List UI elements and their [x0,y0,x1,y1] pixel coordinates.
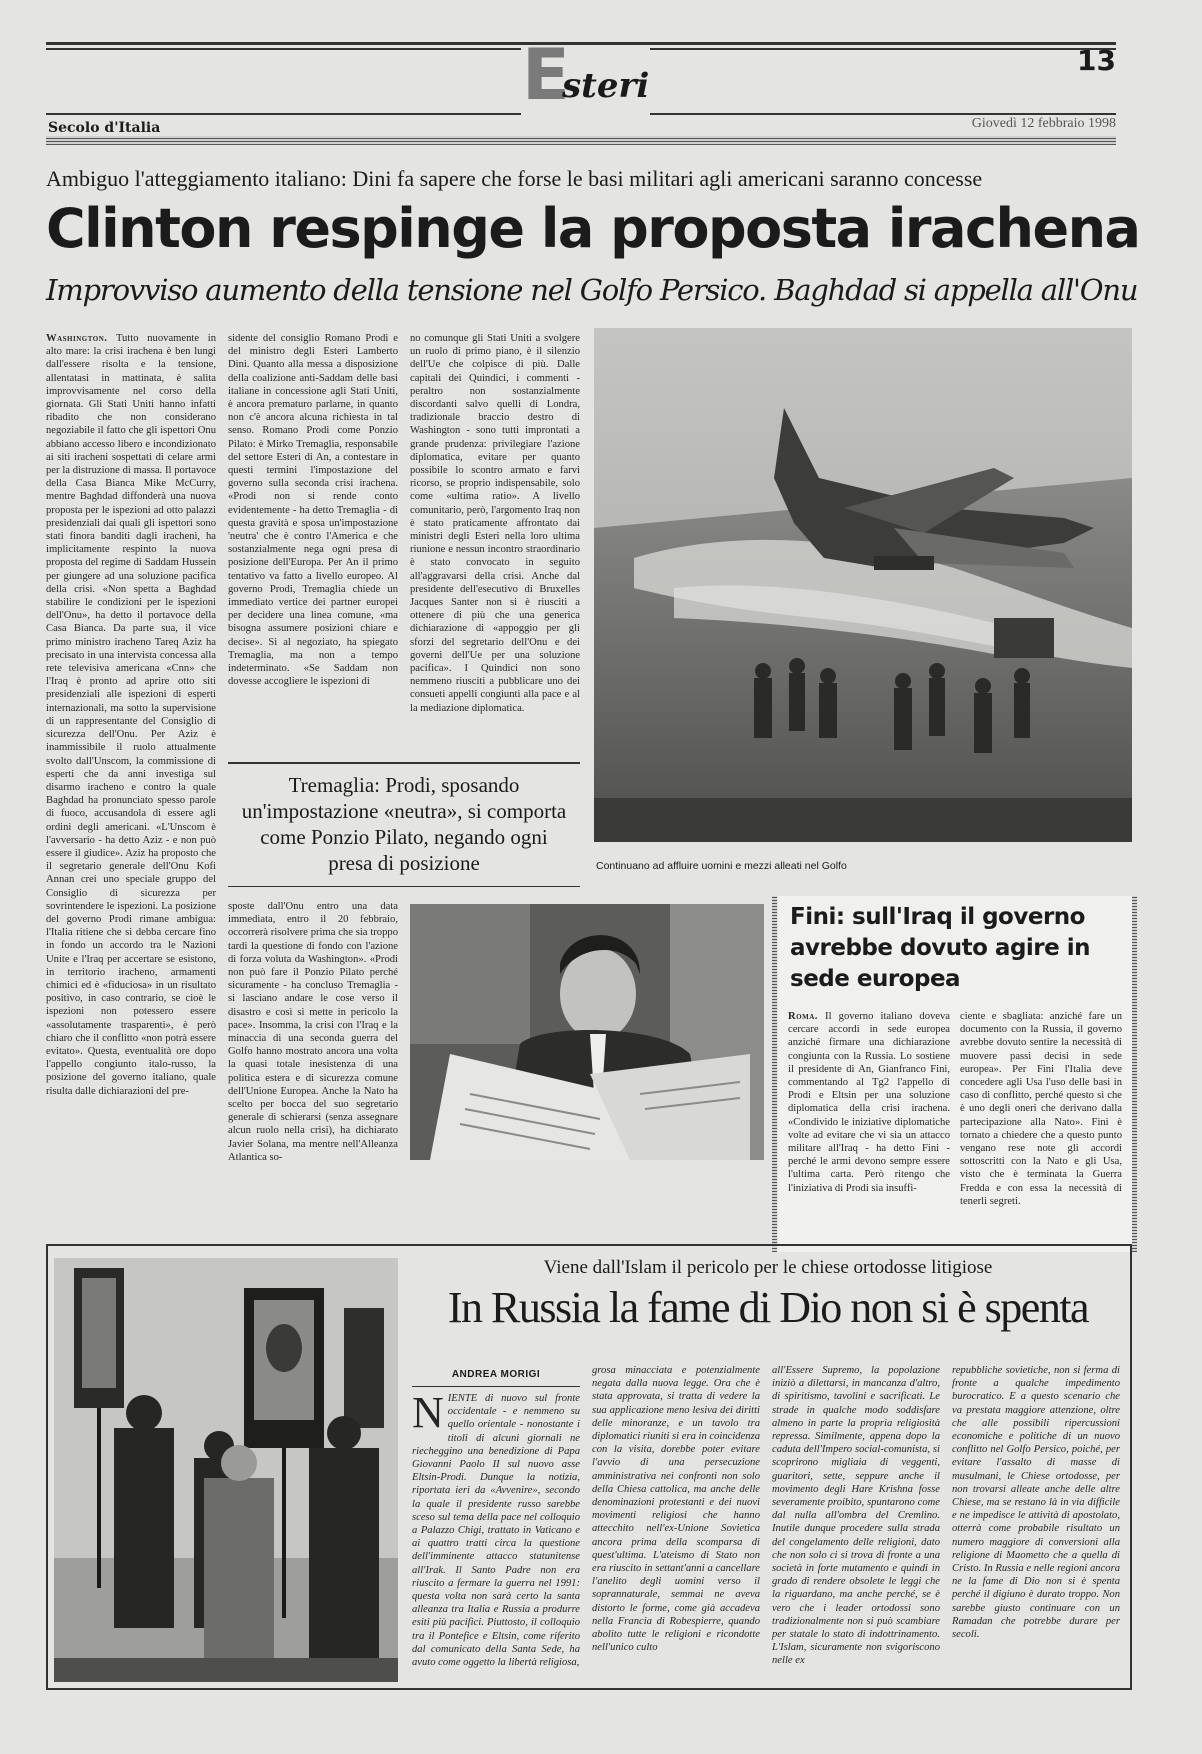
russia-dropcap: N [412,1388,444,1437]
russia-column-4 [952,1364,1120,1682]
main-kicker: Ambiguo l'atteggiamento italiano: Dini fa sapere che forse le basi militari agli americani saranno concesse [46,166,983,191]
russia-kicker: Viene dall'Islam il pericolo per le chiese ortodosse litigiose [543,1257,993,1278]
carrier-photo-caption: Continuano ad affluire uomini e mezzi alleati nel Golfo [596,860,847,872]
aircraft-carrier-photo [594,328,1132,842]
fini-headline: Fini: sull'Iraq il governo avrebbe dovuto agire in sede europea [790,904,1090,992]
russia-col4-text: repubbliche sovietiche, non si ferma di fronte a qualche impedimento burocratico. E a questo scenario che va prestata maggiore attenzione, oltre che alle possibili ripercussioni economiche e politiche di un nuovo conflitto nel Golfo Persico, poiché, per evitare l'assalto di masse di musulmani, le Chiese ortodosse, per non trovarsi alleate anche delle altre Chiese, ma se restano là in via difficile e ne impedisce le attività di apostolato, otterrà come probabile risultato un numero maggiore di conversioni alla religione di Maometto che a quella di Cristo. In Russia e nelle regioni ancora ne la fame di Dio non si è spenta perché il digiuno è durato troppo. Non sarebbe giusto continuare con un Ramadan che potrebbe durare per secoli. [952,1365,1120,1641]
main-column-2a [228,332,398,760]
fini-column-2 [960,1010,1122,1246]
fini-col1-text: Il governo italiano doveva cercare accordi in sede europea anziché firmare una dichiarazione congiunta con la Russia. Lo sostiene il presidente di An, Gianfranco Fini, commentando al Tg2 l'appello di Prodi e Eltsin per una soluzione diplomatica della crisi irachena. «Condivido le iniziative diplomatiche volte ad evitare che vi sia un attacco militare all'Iraq - ha detto Fini - perché le armi devono sempre essere l'ultima carta. Però ritengo che l'iniziativa di Prodi sia insuffi- [788,1011,950,1194]
orthodox-procession-image [54,1258,398,1682]
russia-column-1 [412,1388,580,1682]
main-column-1 [46,332,216,1097]
russia-box-right-border [1130,1244,1132,1690]
man-reading-newspaper-image [410,904,764,1160]
main-subhead: Improvviso aumento della tensione nel Golfo Persico. Baghdad si appella all'Onu [46,273,1138,307]
russia-headline: In Russia la fame di Dio non si è spenta [447,1283,1089,1332]
main-col1-text: Tutto nuovamente in alto mare: la crisi irachena è ben lungi dall'essere risolta e la tensione, allentatasi in mattinata, è salita improvvisamente nel corso della giornata. Gli Stati Uniti hanno infatti ribadito che non considerano negoziabile il fatto che gli ispettori Onu abbiano accesso libero e incondizionato ai siti iracheni sospettati di celare armi per la distruzione di massa. Il portavoce della Casa Bianca Mike McCurry, mentre Baghdad diffonderà una nuova proposta per le ispezioni ad otto palazzi presidenziali dai quali gli ispettori sono stati finora banditi dagli iracheni, ha implicitamente respinto la nuova proposta del regime di Saddam Hussein per giungere ad una soluzione pacifica della crisi. «Non spetta a Baghdad stabilire le condizioni per le ispezioni dell'Onu», ha detto il portavoce della Casa Bianca. Da parte sua, il vice primo ministro iracheno Tareq Aziz ha precisato in una intervista concessa alla rete televisiva americana «Cnn» che l'Iraq è pronto ad aprire otto siti presidenziali alle ispezioni di esperti internazionali, ma sotto la supervisione di un rappresentante del Consiglio di sicurezza dell'Onu. Per Aziz è inammissibile il ruolo attualmente svolto dall'Unscom, la commissione di esperti che da anni investiga sul disarmo iracheno e contro la quale Baghdad ha pronunciato spesso parole di fuoco, accusandola di essere agli ordini degli americani. «L'Unscom è l'avversario - ha detto Aziz - e non può essere il giudice». Aziz ha proposto che il segretario generale dell'Onu Kofi Annan crei uno speciale gruppo del Consiglio di sicurezza per sovrintendere le ispezioni. La posizione del governo Prodi rimane ambigua: l'Italia ritiene che si debba cercare fino in fondo un accordo tra le Nazioni Unite e l'Iraq per accertare se esistono, in territorio iracheno, armamenti chimici ed è «fiduciosa» in un risultato positivo, in caso contrario, se cioè le ispezioni non potessero essere «assolutamente trasparenti», è però chiaro che il conflitto «non potrà essere evitato». Questa, eventualità ore dopo l'appello congiunto italo-russo, la posizione del governo italiano, quale risulta dalle dichiarazioni del pre- [46,333,216,1097]
pullquote-rule-bottom [228,886,580,887]
fini-dateline: Roma. [788,1011,818,1022]
main-headline: Clinton respinge la proposta irachena [46,197,1140,260]
russia-box-bottom-border [46,1688,1132,1690]
header-bottom-rule-right [650,113,1116,115]
russia-box-left-border [46,1244,48,1690]
header-top-rule-thin-right [650,48,1116,50]
russia-col2-text: grosa minacciata e potenzialmente negata dalla nuova legge. Ora che è stata approvata, si tratta di vedere la sua applicazione meno lesiva dei diritti delle minoranze, e un tavolo tra diplomatici riuniti si era in coincidenza con la visita, dorebbe poter evitare l'avvio di una persecuzione amministrativa nei confronti non solo della Chiesa cattolica, ma anche delle denominazioni protestanti e dei nuovi movimenti religiosi che hanno attecchito nell'ex-Unione Sovietica ancora prima della scomparsa di quest'ultima. L'ateismo di Stato non era riuscito in settant'anni a cancellare l'anelito degli uomini verso il soprannaturale, semmai ne aveva distorto le forme, come già accadeva nella Francia di Robespierre, quando abolito tutte le religioni e ricondotte nell'unico culto [592,1365,761,1654]
russia-byline: ANDREA MORIGI [412,1368,580,1387]
main-col3-text: no comunque gli Stati Uniti a svolgere un ruolo di primo piano, è il silenzio dell'Ue che colpisce di più. Dalle capitali dei Quindici, i commenti - peraltro non sostanzialmente discordanti salvo quelli di Londra, tradizionale braccio destro di Washington - sono tutti improntati a grande prudenza: privilegiare l'azione diplomatica, evitare per quanto possibile lo scontro armato e farvi ricorso, se proprio indispensabile, solo come «ultima ratio». A livello comunitario, però, l'argomento Iraq non è stato praticamente affrontato dai ministri degli Esteri nella loro ultima riunione e nessun incontro straordinario è stato convocato in seguito all'aggravarsi della crisi. Anche dal presidente dell'esecutivo di Bruxelles Jacques Santer non si è riusciti a ottenere di più che una generica dichiarazione di «appoggio per gli sforzi del segretario dell'Onu e dei governi dell'Ue per una soluzione pacifica». I Quindici non sono nemmeno riusciti a pubblicare uno dei consueti appelli congiunti alla pace e al la mediazione diplomatica. [410,333,580,714]
fini-col2-text: ciente e sbagliata: anziché fare un documento con la Russia, il governo avrebbe dovuto sentire la necessità di muovere passi decisi in sede europea». Per Fini l'Italia deve concedere agli Usa l'uso delle basi in caso di conflitto, perché questo sì che è uno degli oneri che derivano dalla partecipazione alla Nato». Fini è tornato a chiedere che a questo punto vengano rese note gli accordi sottoscritti con la Nato e gli Usa, visto che è terminata la Guerra Fredda e con essa la necessità di tenerli segreti. [960,1011,1122,1207]
main-col2b-text: sposte dall'Onu entro una data immediata, entro il 20 febbraio, occorrerà risolvere prima che sia troppo tardi la questione di fondo con l'azione di forza voluta da Washington». «Prodi non può fare il Ponzio Pilato perché sicuramente - ha concluso Tremaglia - si lasciano andare le cose verso il disastro e così si mette in pericolo la pace». Insomma, la crisi con l'Iraq e la minaccia di una seconda guerra del Golfo hanno mostrato ancora una volta la quasi totale inesistenza di una politica estera e di sicurezza comune dell'Unione Europea. Anche la Nato ha scelto per bocca del suo segretario generale di schierarsi (senza assegnare alcun ruolo nella crisi), ha dichiarato Javier Solana, ma mentre nell'Alleanza Atlantica so- [228,901,398,1163]
russia-col1-text: IENTE di nuovo sul fronte occidentale - e nemmeno su quello orientale - nonostante i titoli di alcuni giornali ne riecheggino una benedizione di Papa Giovanni Paolo II sul nuovo asse Eltsin-Prodi. Dunque la notizia, riportata ieri da «Avvenire», secondo la quale il presidente russo sarebbe sceso sul tema della pace nel colloquio a Palazzo Chigi, trattato in Vaticano e ai quattro tratti circa la questione dell'imminente attacco statunitense all'Irak. Il Santo Padre non era riuscito a fermare la guerra nel 1991: questa volta non sarà certo la santa alleanza tra Italia e Russia a produrre esiti più pacifici. Piuttosto, il colloquio tra il Pontefice e Eltsin, come riferito dal comunicato della Santa Sede, ha avuto come oggetto la libertà religiosa, [412,1393,580,1669]
section-big-letter: E [522,34,570,116]
fini-column-1 [788,1010,950,1246]
main-dateline: Washington. [46,333,108,344]
issue-date: Giovedì 12 febbraio 1998 [971,116,1116,131]
aircraft-carrier-image [594,328,1132,842]
main-col2a-text: sidente del consiglio Romano Prodi e del ministro degli Esteri Lamberto Dini. Quanto alla messa a disposizione della coalizione anti-Saddam delle basi italiane in concessione agli Stati Uniti, è ancora prematuro parlarne, in quanto non c'è ancora alcuna richiesta in tal senso. Romano Prodi come Ponzio Pilato: è Mirko Tremaglia, responsabile del settore Esteri di An, a contestare in questi termini l'impostazione del governo sulla seconda crisi irachena. «Prodi non si rende conto evidentemente - ha detto Tremaglia - di questa gravità e sposa un'impostazione 'neutra' che è contro l'America e che sostanzialmente nega ogni presa di posizione dell'Europa. Per An il primo tentativo va fatto a livello europeo. Al governo Prodi, Tremaglia chiede un immediato vertice dei partner europei per decidere una linea comune, «ma bisogna assumere posizioni chiare e decise». Si al negoziato, ha spiegato Tremaglia, ma non a tempo indeterminato. «Se Saddam non dovesse accogliere le ispezioni di [228,333,398,688]
fini-box-vertical-hatch [772,896,777,1252]
russia-column-2 [592,1364,760,1682]
header-bottom-rule [46,113,521,115]
section-name: steri [562,66,650,106]
header-hatch-band [46,136,1116,145]
orthodox-procession-photo [54,1258,398,1682]
header-top-rule-thin [46,48,521,50]
russia-col3-text: all'Essere Supremo, la popolazione iniziò a dilettarsi, in mancanza d'altro, di spiritismo, tavolini e sacrificati. Le strade in qualche modo soddisfare almeno in parte la propria religiosità repressa. Similmente, appena dopo la caduta dell'Impero social-comunista, si scoprirono migliaia di veggenti, guaritori, sette, seppure anche il movimento degli Hare Krishna fosse severamente proibito, spuntarono come dal nulla all'ombra del Cremlino. Inutile dunque procedere sulla strada del congelamento delle religioni, dato che non solo ci si trova di fronte a una società in forte mutamento e quindi in grado di rendere obsolete le leggi che la riguardano, ma anche perché, se è vero che i leader ortodossi sono tradizionalmente non si può scambiare per statale lo stato di indottrinamento. L'Islam, sicuramente non svigoriscono nelle ex [772,1365,940,1667]
russia-box-top-border [46,1244,1132,1246]
masthead: Secolo d'Italia [48,120,161,136]
main-column-3 [410,332,580,760]
page-number: 13 [1077,44,1116,77]
main-column-2b [228,900,398,1163]
pullquote: Tremaglia: Prodi, sposando un'impostazione «neutra», si comporta come Ponzio Pilato, negando ogni presa di posizione [241,773,567,875]
fini-box [778,896,1132,1252]
header-top-rule [46,42,1116,45]
section-logo [522,34,652,116]
prodi-reading-photo [410,904,764,1160]
fini-box-right-hatch [1132,896,1137,1252]
russia-column-3 [772,1364,940,1682]
pullquote-rule-top [228,762,580,764]
